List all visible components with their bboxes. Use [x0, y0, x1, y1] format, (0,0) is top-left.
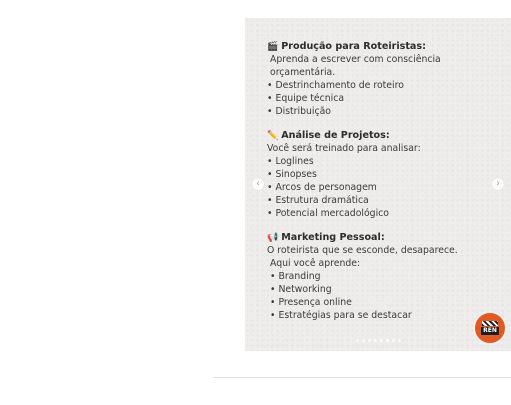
list-item: • Arcos de personagem	[267, 181, 503, 194]
section-title: Produção para Roteiristas:	[281, 41, 426, 52]
pagination-dot[interactable]	[392, 339, 395, 342]
list-item: • Estrutura dramática	[267, 194, 503, 207]
list-item: • Branding	[267, 270, 503, 283]
section-title: Marketing Pessoal:	[281, 232, 385, 243]
slide-content	[267, 40, 503, 333]
section-analise	[267, 129, 503, 220]
chevron-right-icon[interactable]	[492, 178, 504, 190]
list-item: • Loglines	[267, 155, 503, 168]
pencil-icon: ✏️	[267, 130, 279, 141]
section-producao	[267, 40, 503, 118]
megaphone-icon: 📢	[267, 232, 279, 243]
list-item: • Distribuição	[267, 105, 503, 118]
section-title: Análise de Projetos:	[281, 130, 390, 141]
prev-glyph: ‹	[256, 179, 260, 189]
list-item: • Sinopses	[267, 168, 503, 181]
brand-logo	[473, 311, 507, 345]
list-item: • Networking	[267, 283, 503, 296]
clapperboard-icon	[482, 321, 498, 326]
section-heading	[267, 231, 503, 244]
pagination-dot[interactable]	[374, 339, 377, 342]
clapperboard-icon: 🎬	[267, 41, 279, 52]
carousel-slide[interactable]	[245, 18, 511, 351]
pagination-dot[interactable]	[368, 339, 371, 342]
section-description: Você será treinado para analisar:	[267, 143, 421, 154]
list-item: • Equipe técnica	[267, 92, 503, 105]
next-glyph: ›	[496, 179, 500, 189]
section-list	[267, 270, 503, 322]
pagination-dot[interactable]	[380, 339, 383, 342]
section-heading	[267, 40, 503, 53]
list-item: • Destrinchamento de roteiro	[267, 79, 503, 92]
list-item: • Presença online	[267, 296, 503, 309]
section-heading	[267, 129, 503, 142]
chevron-left-icon[interactable]	[252, 178, 264, 190]
list-item: • Potencial mercadológico	[267, 207, 503, 220]
pagination-dot-active[interactable]	[386, 339, 389, 342]
divider	[213, 377, 511, 378]
section-list	[267, 79, 503, 118]
pagination-dot[interactable]	[398, 339, 401, 342]
brand-logo-text: REN	[483, 327, 497, 334]
pagination-dot[interactable]	[362, 339, 365, 342]
list-item: • Estratégias para se destacar	[267, 309, 503, 322]
section-description: O roteirista que se esconde, desaparece.	[267, 245, 458, 256]
section-description-2: Aqui você aprende:	[270, 258, 361, 269]
section-list	[267, 155, 503, 220]
section-marketing	[267, 231, 503, 322]
section-description: Aprenda a escrever com consciência orçamentária.	[270, 54, 441, 78]
pagination-dot[interactable]	[356, 339, 359, 342]
carousel-pagination	[245, 339, 511, 342]
